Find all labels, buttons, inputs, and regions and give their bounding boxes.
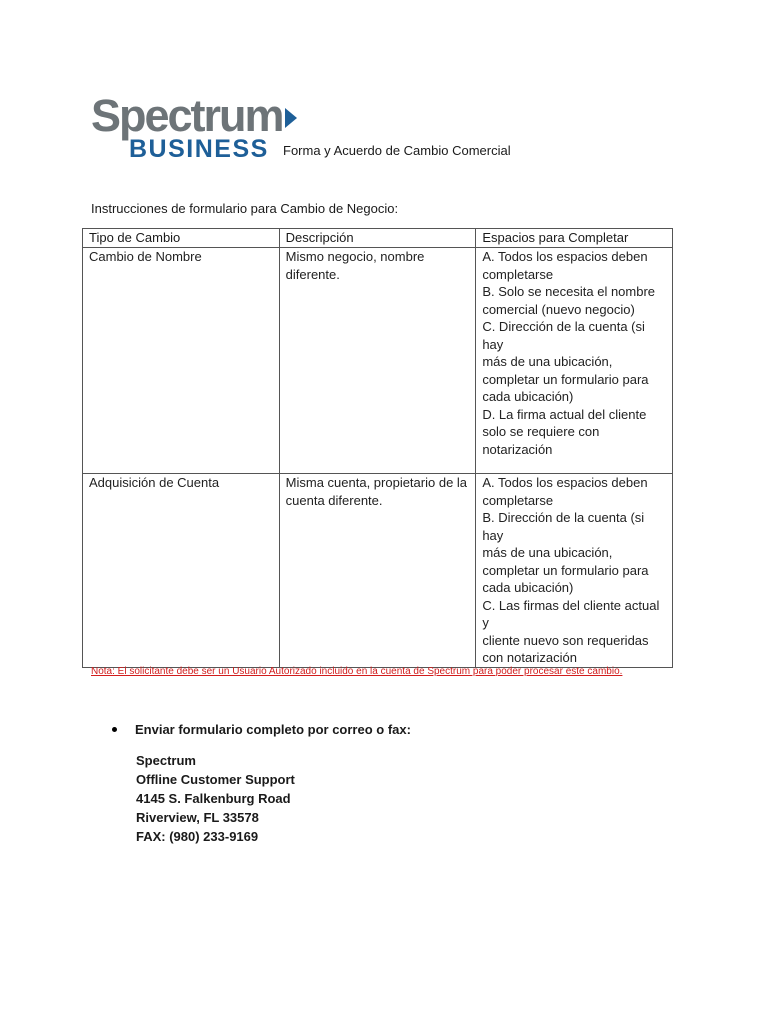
table-row	[83, 474, 673, 668]
spaces-line: con notarización	[482, 650, 577, 665]
mailing-address	[136, 751, 295, 846]
spaces-line: notarización	[482, 441, 553, 457]
spaces-line: D. La firma actual del cliente	[482, 406, 647, 422]
cell-spaces	[476, 474, 673, 668]
spaces-line: cliente nuevo son requeridas	[482, 632, 649, 648]
bullet-icon	[112, 727, 117, 732]
spaces-line: completarse	[482, 492, 554, 508]
description-line: diferente.	[285, 266, 340, 282]
logo-business-text: BUSINESS	[129, 135, 269, 163]
spaces-line: cada ubicación)	[482, 389, 574, 404]
change-types-table	[82, 228, 673, 668]
header-espacios: Espacios para Completar	[476, 229, 673, 248]
spaces-line: A. Todos los espacios deben	[482, 475, 648, 490]
spaces-line: completar un formulario para	[482, 562, 649, 578]
address-line: Offline Customer Support	[136, 772, 295, 787]
spaces-line: más de una ubicación,	[482, 354, 613, 369]
spaces-line: A. Todos los espacios deben	[482, 249, 648, 264]
spaces-line: C. Dirección de la cuenta (si hay	[482, 319, 645, 352]
spectrum-business-logo	[91, 90, 283, 163]
logo-spectrum-text: Spectrum	[91, 90, 283, 141]
description-line: cuenta diferente.	[285, 492, 383, 508]
cell-type: Adquisición de Cuenta	[83, 474, 280, 668]
spaces-line: B. Solo se necesita el nombre	[482, 284, 656, 299]
header-descripcion: Descripción	[279, 229, 476, 248]
spaces-line: cada ubicación)	[482, 580, 574, 595]
spaces-line: C. Las firmas del cliente actual y	[482, 597, 660, 630]
authorized-user-note: Nota: El solicitante debe ser un Usuario Autorizado incluido en la cuenta de Spectrum para poder procesar este cambio.	[91, 666, 623, 677]
table-row	[83, 248, 673, 474]
submit-instruction	[112, 722, 411, 737]
logo-arrow-icon	[285, 108, 297, 128]
cell-spaces	[476, 248, 673, 474]
description-line: Misma cuenta, propietario de la	[285, 475, 468, 490]
header-tipo-de-cambio: Tipo de Cambio	[83, 229, 280, 248]
spaces-line: solo se requiere con	[482, 424, 600, 439]
submit-instruction-text: Enviar formulario completo por correo o fax:	[135, 722, 411, 737]
description-line: Mismo negocio, nombre	[285, 249, 425, 264]
cell-description	[279, 474, 476, 668]
address-line: 4145 S. Falkenburg Road	[136, 791, 291, 806]
spaces-line: completar un formulario para	[482, 371, 649, 387]
table-header-row	[83, 229, 673, 248]
spaces-line: comercial (nuevo negocio)	[482, 301, 635, 317]
spaces-line: B. Dirección de la cuenta (si hay	[482, 510, 645, 543]
address-line: Riverview, FL 33578	[136, 810, 259, 825]
cell-type: Cambio de Nombre	[83, 248, 280, 474]
address-line: Spectrum	[136, 753, 196, 768]
spaces-line: más de una ubicación,	[482, 545, 613, 560]
cell-description	[279, 248, 476, 474]
form-title: Forma y Acuerdo de Cambio Comercial	[283, 143, 511, 158]
spaces-line: completarse	[482, 266, 554, 282]
instructions-heading: Instrucciones de formulario para Cambio de Negocio:	[91, 201, 399, 216]
address-line: FAX: (980) 233-9169	[136, 829, 259, 844]
